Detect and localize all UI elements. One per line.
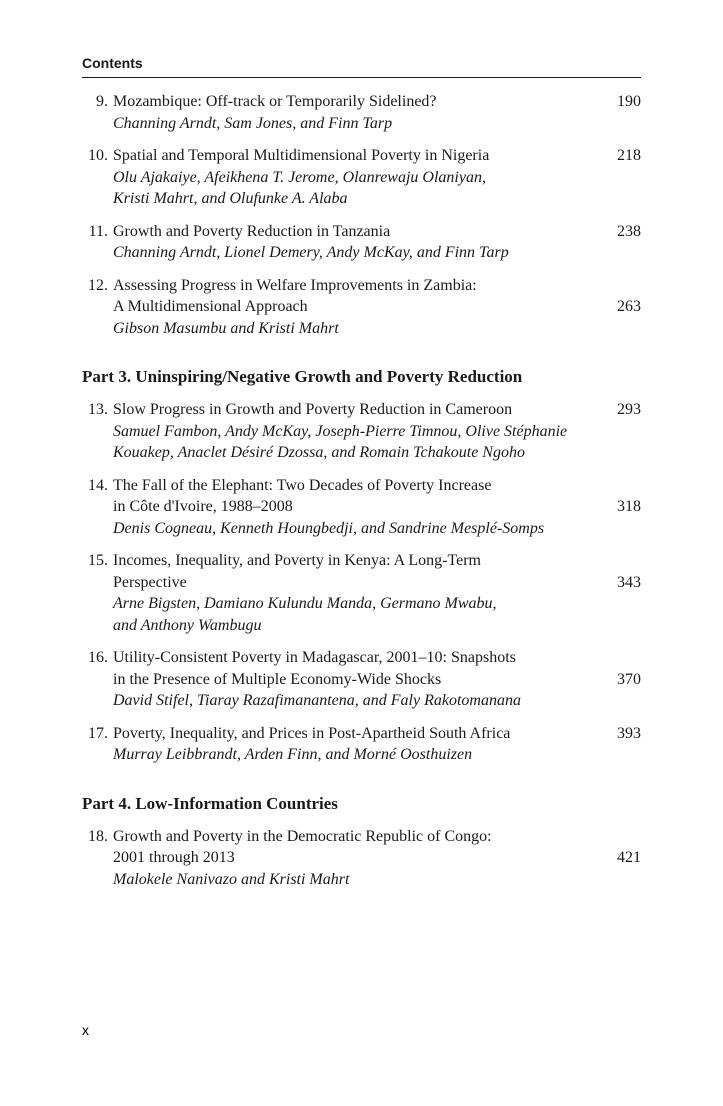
- chapter-title: Spatial and Temporal Multidimensional Poverty in Nigeria: [113, 147, 490, 164]
- toc-list: [82, 91, 641, 890]
- chapter-text: [113, 826, 601, 891]
- chapter-number: 16.: [88, 649, 108, 666]
- chapter-text: [113, 91, 601, 134]
- chapter-number: 13.: [88, 401, 108, 418]
- part-heading: Part 3. Uninspiring/Negative Growth and Poverty Reduction: [82, 367, 523, 386]
- chapter-title: 2001 through 2013: [113, 849, 235, 866]
- page-folio: x: [82, 1022, 89, 1038]
- toc-entry: [82, 723, 641, 766]
- contents-page: [82, 52, 641, 901]
- chapter-title: Assessing Progress in Welfare Improvements in Zambia:: [113, 276, 477, 294]
- chapter-number: 12.: [88, 276, 108, 294]
- chapter-page-number: 238: [617, 222, 641, 240]
- chapter-authors: Arne Bigsten, Damiano Kulundu Manda, Germano Mwabu,: [113, 595, 497, 612]
- chapter-authors: Malokele Nanivazo and Kristi Mahrt: [113, 870, 350, 888]
- chapter-text: [113, 145, 601, 210]
- chapter-number: 10.: [88, 147, 108, 164]
- chapter-page-number: 190: [617, 93, 641, 110]
- chapter-text: [113, 275, 601, 340]
- toc-entry: [82, 826, 641, 891]
- chapter-number: 15.: [88, 552, 108, 569]
- chapter-authors: and Anthony Wambugu: [113, 616, 262, 634]
- chapter-authors: Samuel Fambon, Andy McKay, Joseph-Pierre Timnou, Olive Stéphanie: [113, 422, 568, 440]
- chapter-authors: David Stifel, Tiaray Razafimanantena, and Faly Rakotomanana: [113, 692, 521, 709]
- chapter-title: Growth and Poverty Reduction in Tanzania: [113, 222, 391, 240]
- chapter-number: 14.: [88, 476, 108, 494]
- chapter-page-number: 370: [617, 670, 641, 688]
- chapter-page-number: 218: [617, 147, 641, 164]
- chapter-authors: Gibson Masumbu and Kristi Mahrt: [113, 319, 339, 337]
- toc-entry: [82, 475, 641, 540]
- chapter-title: Growth and Poverty in the Democratic Republic of Congo:: [113, 827, 492, 845]
- chapter-authors: Denis Cogneau, Kenneth Houngbedji, and Sandrine Mesplé-Somps: [113, 519, 545, 537]
- chapter-number: 9.: [96, 93, 108, 110]
- chapter-authors: Channing Arndt, Lionel Demery, Andy McKay, and Finn Tarp: [113, 244, 509, 261]
- part-heading: Part 4. Low-Information Countries: [82, 793, 338, 813]
- toc-entry: [82, 91, 641, 134]
- chapter-page-number: 318: [617, 498, 641, 515]
- toc-entry: [82, 145, 641, 210]
- chapter-title: in the Presence of Multiple Economy-Wide Shocks: [113, 670, 442, 688]
- chapter-title: The Fall of the Elephant: Two Decades of Poverty Increase: [113, 476, 492, 494]
- chapter-number: 11.: [88, 222, 108, 240]
- chapter-authors: Kristi Mahrt, and Olufunke A. Alaba: [113, 190, 348, 207]
- chapter-page-number: 263: [617, 298, 641, 315]
- chapter-title: in Côte d'Ivoire, 1988–2008: [113, 498, 293, 515]
- chapter-authors: Murray Leibbrandt, Arden Finn, and Morné Oosthuizen: [113, 746, 473, 763]
- chapter-title: Mozambique: Off-track or Temporarily Sidelined?: [113, 93, 437, 110]
- toc-entry: [82, 275, 641, 340]
- chapter-title: Incomes, Inequality, and Poverty in Kenya: A Long-Term: [113, 552, 481, 569]
- chapter-text: [113, 399, 601, 464]
- chapter-number: 18.: [88, 827, 108, 845]
- chapter-page-number: 293: [617, 401, 641, 418]
- chapter-number: 17.: [88, 724, 108, 742]
- chapter-title: Poverty, Inequality, and Prices in Post-Apartheid South Africa: [113, 724, 511, 742]
- toc-entry: [82, 647, 641, 712]
- chapter-text: [113, 221, 601, 264]
- toc-entry: [82, 550, 641, 636]
- chapter-title: Perspective: [113, 573, 187, 591]
- chapter-page-number: 421: [617, 849, 641, 866]
- running-header: Contents: [82, 52, 641, 78]
- toc-entry: [82, 399, 641, 464]
- chapter-authors: Olu Ajakaiye, Afeikhena T. Jerome, Olanrewaju Olaniyan,: [113, 168, 486, 186]
- toc-entry: [82, 221, 641, 264]
- chapter-text: [113, 647, 601, 712]
- chapter-title: Utility-Consistent Poverty in Madagascar, 2001–10: Snapshots: [113, 649, 516, 666]
- chapter-text: [113, 550, 601, 636]
- chapter-authors: Channing Arndt, Sam Jones, and Finn Tarp: [113, 114, 393, 132]
- chapter-text: [113, 723, 601, 766]
- chapter-authors: Kouakep, Anaclet Désiré Dzossa, and Romain Tchakoute Ngoho: [113, 444, 525, 461]
- chapter-text: [113, 475, 601, 540]
- chapter-page-number: 343: [617, 573, 641, 591]
- chapter-title: A Multidimensional Approach: [113, 298, 308, 315]
- chapter-title: Slow Progress in Growth and Poverty Reduction in Cameroon: [113, 401, 513, 418]
- chapter-page-number: 393: [617, 724, 641, 742]
